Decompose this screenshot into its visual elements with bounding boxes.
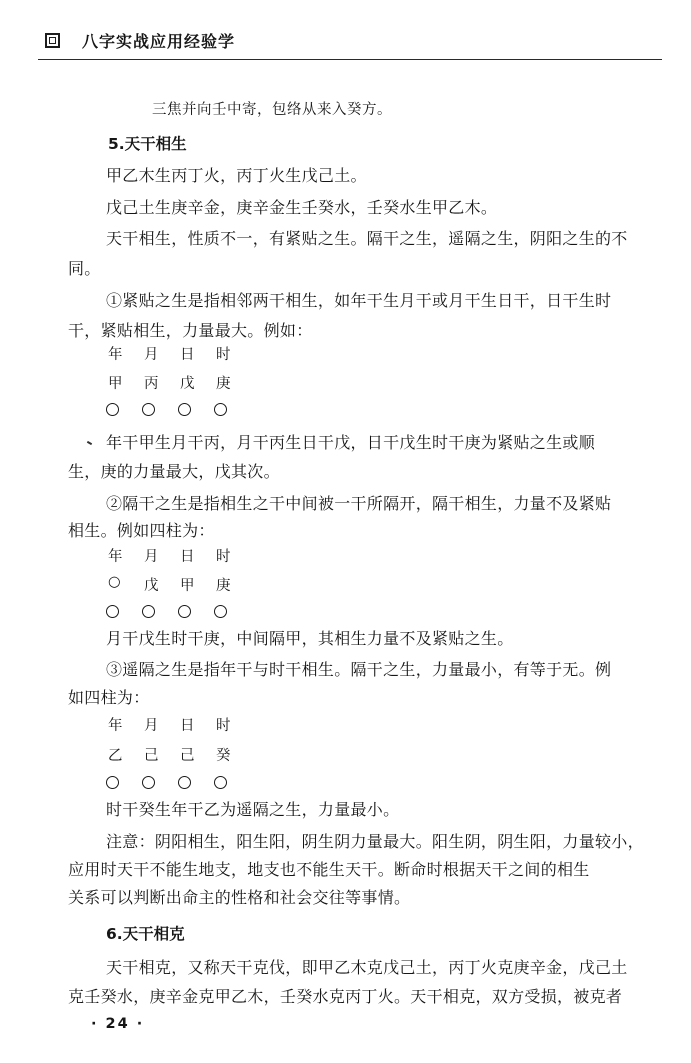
earthly-branches-placeholder-row [106, 600, 250, 618]
paragraph-continuation: 关系可以判断出命主的性格和社会交往等事情。 [68, 888, 411, 907]
pillar-labels [108, 714, 252, 735]
paragraph: 甲乙木生丙丁火，丙丁火生戊己土。 [106, 166, 367, 185]
paragraph: 天干相生，性质不一，有紧贴之生。隔干之生，遥隔之生，阴阳之生的不 [106, 229, 628, 248]
paragraph-continuation: 如四柱为： [68, 688, 150, 707]
pillar-label-month: 月 [144, 347, 159, 363]
paragraph: ②隔干之生是指相生之干中间被一干所隔开，隔干相生，力量不及紧贴 [106, 494, 612, 513]
pillar-label-day: 日 [180, 347, 195, 363]
paragraph-continuation: 同。 [68, 259, 101, 278]
paragraph-continuation: 生，庚的力量最大，戊其次。 [68, 462, 280, 481]
stem-year: 乙 [108, 748, 123, 764]
stray-mark [87, 441, 92, 445]
paragraph-continuation: 克壬癸水，庚辛金克甲乙木，壬癸水克丙丁火。天干相克，双方受损，被克者 [68, 987, 623, 1006]
pillar-label-year: 年 [108, 718, 123, 734]
paragraph: 天干相克，又称天干克伐，即甲乙木克戊己土，丙丁火克庚辛金，戊己土 [106, 958, 628, 977]
blank-circle-icon [214, 605, 227, 618]
blank-circle-icon [142, 403, 155, 416]
stem-month: 戊 [144, 578, 159, 594]
blank-circle-icon [178, 605, 191, 618]
blank-circle-icon [178, 403, 191, 416]
earthly-branches-placeholder-row [106, 771, 250, 789]
blank-circle-icon [106, 403, 119, 416]
running-header [45, 28, 235, 52]
stem-day: 己 [180, 748, 195, 764]
section-heading-6: 6.天干相克 [106, 925, 185, 943]
verse-line: 三焦并向壬中寄，包络从来入癸方。 [152, 102, 392, 118]
blank-circle-icon [214, 403, 227, 416]
pillar-label-month: 月 [144, 549, 159, 565]
stem-year: ○ [108, 574, 121, 590]
pillar-label-hour: 时 [216, 718, 231, 734]
stem-hour: 庚 [216, 376, 231, 392]
blank-circle-icon [142, 776, 155, 789]
stem-day: 戊 [180, 376, 195, 392]
header-rule [38, 59, 662, 60]
pillar-label-year: 年 [108, 347, 123, 363]
stem-year: 甲 [108, 376, 123, 392]
blank-circle-icon [106, 605, 119, 618]
stem-month: 己 [144, 748, 159, 764]
stem-day: 甲 [180, 578, 195, 594]
pillar-label-day: 日 [180, 718, 195, 734]
pillar-label-hour: 时 [216, 549, 231, 565]
note-paragraph: 注意：阴阳相生，阳生阳，阴生阴力量最大。阳生阴，阴生阳，力量较小， [106, 832, 644, 851]
paragraph: 年干甲生月干丙，月干丙生日干戊，日干戊生时干庚为紧贴之生或顺 [106, 433, 596, 452]
square-ornament-icon [45, 33, 60, 48]
blank-circle-icon [214, 776, 227, 789]
blank-circle-icon [106, 776, 119, 789]
page-number: · 24 · [91, 1016, 145, 1032]
pillar-label-day: 日 [180, 549, 195, 565]
pillar-label-month: 月 [144, 718, 159, 734]
pillar-label-year: 年 [108, 549, 123, 565]
pillar-labels [108, 343, 252, 364]
pillar-labels [108, 545, 252, 566]
earthly-branches-placeholder-row [106, 398, 250, 416]
paragraph: ③遥隔之生是指年干与时干相生。隔干之生，力量最小，有等于无。例 [106, 660, 612, 679]
stem-month: 丙 [144, 376, 159, 392]
section-heading-5: 5.天干相生 [108, 135, 187, 153]
book-title: 八字实战应用经验学 [82, 31, 236, 51]
blank-circle-icon [178, 776, 191, 789]
paragraph-continuation: 相生。例如四柱为： [68, 521, 215, 540]
blank-circle-icon [142, 605, 155, 618]
heavenly-stems-row [108, 744, 252, 765]
paragraph-continuation: 干，紧贴相生，力量最大。例如： [68, 321, 313, 340]
heavenly-stems-row [108, 574, 252, 595]
paragraph: 时干癸生年干乙为遥隔之生，力量最小。 [106, 800, 400, 819]
paragraph: 月干戊生时干庚，中间隔甲，其相生力量不及紧贴之生。 [106, 629, 514, 648]
paragraph: 戊己土生庚辛金，庚辛金生壬癸水，壬癸水生甲乙木。 [106, 198, 498, 217]
pillar-label-hour: 时 [216, 347, 231, 363]
heavenly-stems-row [108, 372, 252, 393]
paragraph: ①紧贴之生是指相邻两干相生，如年干生月干或月干生日干，日干生时 [106, 291, 612, 310]
stem-hour: 庚 [216, 578, 231, 594]
paragraph-continuation: 应用时天干不能生地支，地支也不能生天干。断命时根据天干之间的相生 [68, 860, 590, 879]
stem-hour: 癸 [216, 748, 231, 764]
